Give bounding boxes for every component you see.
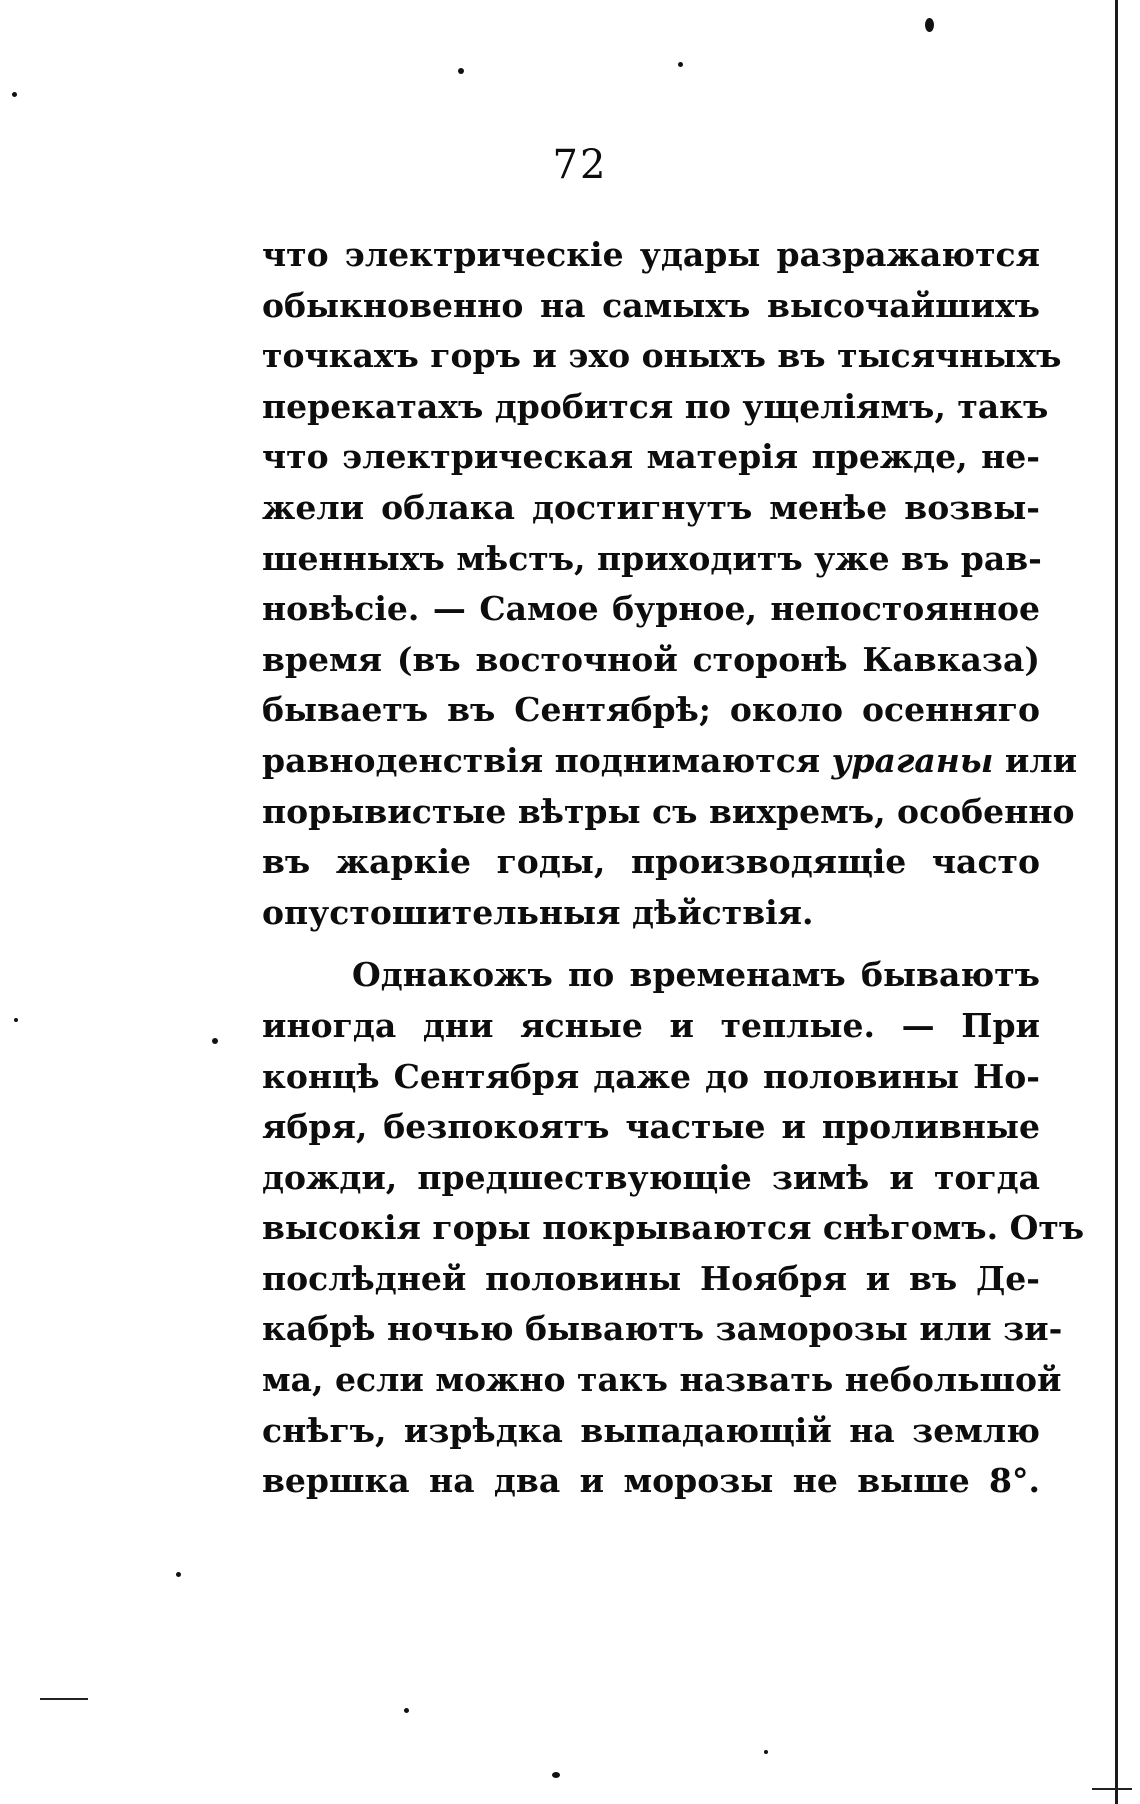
text-line: обыкновенно на самыхъ высочайшихъ (262, 285, 1040, 325)
scan-speck (552, 1772, 560, 1778)
text-line-mixed (262, 736, 1078, 787)
text-line: что электрическіе удары разражаются (262, 235, 1040, 274)
text-line: иногда дни ясные и теплые. — При (262, 1005, 1040, 1045)
text-line: концѣ Сентября даже до половины Но- (262, 1056, 1040, 1096)
scan-speck (678, 62, 683, 67)
text-line: жели облака достигнутъ менѣе возвы- (262, 487, 1040, 527)
italic-term: ураганы (831, 740, 994, 780)
text-line: вершка на два и морозы не выше 8°. (262, 1461, 1040, 1501)
text-run: или (993, 740, 1078, 780)
scan-speck (176, 1572, 181, 1577)
text-line: что электрическая матерія прежде, не- (262, 437, 1040, 477)
scan-speck (14, 1018, 18, 1022)
text-line: въ жаркіе годы, производящіе часто (262, 842, 1040, 882)
text-line: кабрѣ ночью бываютъ заморозы или зи- (262, 1309, 1063, 1349)
text-line: Однакожъ по временамъ бываютъ (352, 955, 1040, 995)
page-number: 72 (552, 142, 608, 188)
scan-speck (764, 1750, 768, 1754)
text-line: перекатахъ дробится по ущеліямъ, такъ (262, 386, 1049, 426)
text-line: опустошительныя дѣйствія. (262, 892, 814, 932)
scan-speck (925, 18, 934, 32)
scan-speck (212, 1038, 218, 1044)
text-line: дожди, предшествующіе зимѣ и тогда (262, 1157, 1040, 1197)
text-line: послѣдней половины Ноября и въ Де- (262, 1258, 1040, 1298)
scan-speck (12, 92, 17, 97)
text-run: равноденствія поднимаются (262, 740, 832, 780)
text-line: бываетъ въ Сентябрѣ; около осенняго (262, 690, 1040, 730)
scan-speck (404, 1708, 409, 1713)
text-line: ма, если можно такъ назвать небольшой (262, 1360, 1062, 1400)
text-line: шенныхъ мѣстъ, приходитъ уже въ рав- (262, 538, 1042, 578)
paragraph-gap (262, 938, 1040, 950)
scan-dash (40, 1698, 88, 1700)
text-line: высокія горы покрываются снѣгомъ. Отъ (262, 1208, 1085, 1248)
body-text (262, 230, 1085, 1507)
text-line: точкахъ горъ и эхо оныхъ въ тысячныхъ (262, 336, 1062, 376)
text-line: снѣгъ, изрѣдка выпадающій на землю (262, 1410, 1040, 1450)
text-line: время (въ восточной сторонѣ Кавказа) (262, 639, 1040, 679)
scan-speck (458, 68, 464, 74)
text-line: новѣсіе. — Самое бурное, непостоянное (262, 589, 1040, 629)
scan-dash (1092, 1788, 1132, 1790)
page-edge-shadow (1115, 0, 1118, 1804)
text-line: ября, безпокоятъ частые и проливные (262, 1107, 1040, 1147)
text-line: порывистые вѣтры съ вихремъ, особенно (262, 791, 1075, 831)
